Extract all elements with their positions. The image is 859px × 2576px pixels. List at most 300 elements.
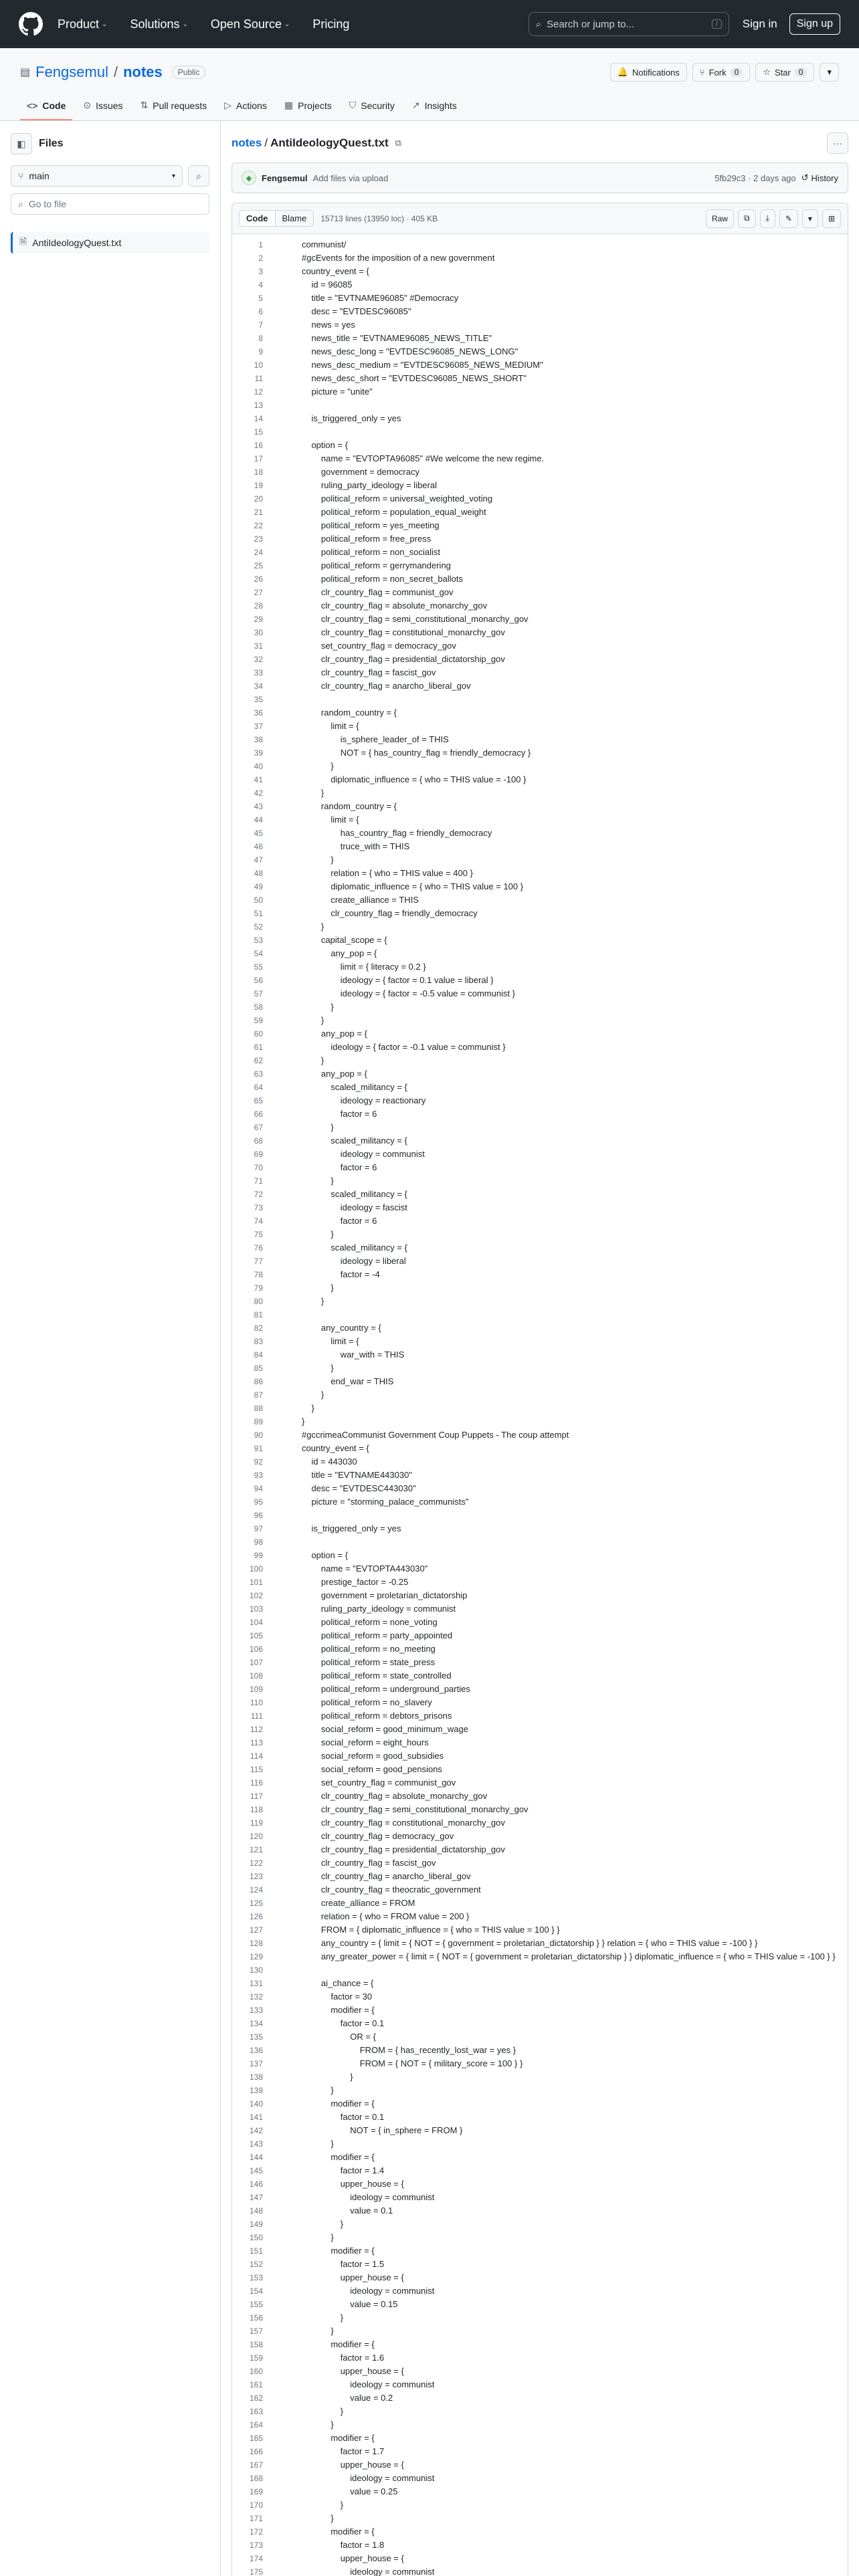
line-number[interactable]: 126 (249, 1912, 263, 1921)
line-number[interactable]: 172 (249, 2527, 263, 2537)
code-line (232, 2432, 848, 2445)
line-number[interactable]: 68 (254, 1136, 263, 1146)
line-number[interactable]: 111 (250, 1711, 263, 1721)
line-number[interactable]: 63 (254, 1069, 263, 1079)
line-number[interactable]: 155 (249, 2300, 263, 2309)
line-number[interactable]: 83 (254, 1337, 263, 1346)
line-number[interactable]: 151 (249, 2246, 263, 2256)
line-number[interactable]: 72 (254, 1190, 263, 1199)
line-number[interactable]: 134 (249, 2019, 263, 2028)
download-button[interactable] (760, 209, 775, 228)
code-line (232, 1415, 848, 1428)
line-number[interactable]: 52 (254, 922, 263, 932)
code-line (232, 1749, 848, 1763)
code-line (232, 706, 848, 720)
line-number[interactable]: 106 (249, 1644, 263, 1654)
line-number[interactable]: 121 (249, 1845, 263, 1854)
line-number[interactable]: 1 (258, 240, 263, 249)
line-number[interactable]: 28 (254, 601, 263, 611)
line-number[interactable]: 116 (250, 1778, 263, 1788)
line-number[interactable]: 84 (254, 1350, 263, 1360)
line-number[interactable]: 135 (249, 2032, 263, 2042)
sign-in-link[interactable]: Sign in (742, 17, 777, 30)
line-number[interactable]: 115 (250, 1765, 263, 1774)
line-number[interactable]: 91 (254, 1444, 263, 1453)
line-number[interactable]: 27 (254, 588, 263, 597)
code-line (232, 1816, 848, 1830)
line-number[interactable]: 2 (258, 253, 263, 263)
line-number[interactable]: 50 (254, 895, 263, 905)
avatar[interactable]: ◆ (242, 171, 256, 185)
line-number[interactable]: 141 (249, 2113, 263, 2122)
line-number[interactable]: 128 (249, 1939, 263, 1948)
line-content: create_alliance = THIS (302, 895, 419, 905)
line-number[interactable]: 78 (254, 1270, 263, 1279)
line-number[interactable]: 149 (249, 2220, 263, 2229)
line-number[interactable]: 57 (254, 989, 263, 998)
line-number[interactable]: 95 (254, 1497, 263, 1507)
line-number[interactable]: 133 (249, 2006, 263, 2015)
code-line (232, 2298, 848, 2311)
line-content: id = 443030 (302, 1457, 357, 1467)
tab-security[interactable] (343, 100, 401, 120)
commit-author-link[interactable]: Fengsemul (262, 173, 308, 183)
tab-projects[interactable] (278, 100, 339, 120)
search-input[interactable] (529, 12, 729, 36)
code-line (232, 2204, 848, 2218)
line-number[interactable]: 164 (249, 2420, 263, 2430)
history-button[interactable] (801, 173, 838, 183)
line-number[interactable]: 23 (254, 534, 263, 544)
line-number[interactable]: 59 (254, 1016, 263, 1025)
line-number[interactable]: 92 (254, 1457, 263, 1467)
line-content: social_reform = good_pensions (302, 1764, 442, 1774)
line-number[interactable]: 130 (249, 1965, 263, 1975)
line-number[interactable]: 136 (249, 2046, 263, 2055)
code-line (232, 773, 848, 786)
line-number[interactable]: 56 (254, 976, 263, 985)
code-line (232, 2271, 848, 2284)
line-number[interactable]: 171 (249, 2514, 263, 2523)
line-content: is_sphere_leader_of = THIS (302, 734, 449, 744)
line-number[interactable]: 158 (249, 2340, 263, 2349)
code-line (232, 2378, 848, 2391)
line-content: FROM = { NOT = { military_score = 100 } } (302, 2058, 523, 2068)
line-number[interactable]: 18 (254, 467, 263, 477)
line-number[interactable]: 161 (249, 2380, 263, 2389)
line-number[interactable]: 118 (250, 1805, 263, 1814)
notifications-button[interactable] (610, 63, 687, 82)
line-number[interactable]: 90 (254, 1430, 263, 1440)
line-number[interactable]: 35 (254, 695, 263, 704)
line-number[interactable]: 67 (254, 1123, 263, 1132)
line-number[interactable]: 81 (254, 1310, 263, 1319)
graph-icon: ↗ (411, 100, 420, 110)
line-content: } (302, 2072, 353, 2082)
line-number[interactable]: 100 (249, 1564, 263, 1574)
code-line (232, 1629, 848, 1642)
line-content: political_reform = universal_weighted_voting (302, 494, 493, 504)
line-number[interactable]: 34 (254, 681, 263, 691)
line-number[interactable]: 46 (254, 842, 263, 851)
line-number[interactable]: 166 (249, 2447, 263, 2456)
breadcrumb-repo-link[interactable]: notes (231, 136, 262, 149)
line-number[interactable]: 45 (254, 829, 263, 838)
search-files-button[interactable] (188, 165, 209, 187)
line-number[interactable]: 22 (254, 521, 263, 530)
line-number[interactable]: 143 (249, 2139, 263, 2149)
line-number[interactable]: 156 (249, 2313, 263, 2323)
line-number[interactable]: 11 (254, 374, 263, 383)
line-number[interactable]: 36 (254, 708, 263, 718)
line-content: } (302, 761, 334, 771)
line-number[interactable]: 70 (254, 1163, 263, 1172)
line-content: communist/ (302, 239, 347, 249)
line-number[interactable]: 97 (254, 1524, 263, 1533)
line-number[interactable]: 157 (249, 2327, 263, 2336)
line-number[interactable]: 139 (249, 2086, 263, 2095)
line-number[interactable]: 82 (254, 1323, 263, 1333)
line-content: modifier = { (302, 2246, 375, 2256)
line-content: modifier = { (302, 2152, 375, 2162)
edit-button[interactable] (779, 209, 798, 228)
line-number[interactable]: 103 (249, 1604, 263, 1614)
line-number[interactable]: 38 (254, 735, 263, 744)
line-number[interactable]: 85 (254, 1364, 263, 1373)
line-number[interactable]: 29 (254, 615, 263, 624)
line-number[interactable]: 101 (249, 1578, 263, 1587)
star-button[interactable] (755, 63, 814, 82)
line-number[interactable]: 152 (249, 2260, 263, 2269)
code-view-button[interactable]: Code (240, 211, 276, 226)
line-number[interactable]: 54 (254, 949, 263, 958)
line-number[interactable]: 51 (254, 909, 263, 918)
line-number[interactable]: 99 (254, 1551, 263, 1560)
line-number[interactable]: 108 (249, 1671, 263, 1681)
line-number[interactable]: 24 (254, 548, 263, 557)
line-number[interactable]: 66 (254, 1109, 263, 1119)
line-number[interactable]: 174 (249, 2554, 263, 2563)
code-line (232, 720, 848, 733)
line-content: any_country = { (302, 1323, 381, 1333)
line-number[interactable]: 154 (249, 2286, 263, 2296)
code-line (232, 987, 848, 1000)
line-content: } (302, 2313, 344, 2323)
line-number[interactable]: 127 (249, 1925, 263, 1935)
line-number[interactable]: 105 (249, 1631, 263, 1640)
code-line (232, 2137, 848, 2151)
tab-pull-requests[interactable] (134, 100, 214, 120)
line-number[interactable]: 21 (254, 508, 263, 517)
nav-pricing[interactable] (312, 17, 349, 31)
line-content: option = { (302, 1550, 349, 1560)
line-content: political_reform = non_socialist (302, 547, 441, 557)
line-number[interactable]: 125 (249, 1899, 263, 1908)
line-number[interactable]: 5 (258, 294, 263, 303)
line-number[interactable]: 138 (249, 2072, 263, 2082)
line-number[interactable]: 43 (254, 802, 263, 811)
code-line (232, 1268, 848, 1281)
line-number[interactable]: 14 (254, 414, 263, 423)
line-number[interactable]: 113 (250, 1738, 263, 1747)
repo-title (20, 64, 205, 81)
line-number[interactable]: 153 (249, 2273, 263, 2282)
line-number[interactable]: 120 (249, 1832, 263, 1841)
code-line (232, 1014, 848, 1027)
line-number[interactable]: 167 (249, 2460, 263, 2470)
line-number[interactable]: 4 (258, 280, 263, 290)
line-number[interactable]: 122 (249, 1858, 263, 1868)
line-number[interactable]: 159 (249, 2353, 263, 2363)
line-number[interactable]: 147 (249, 2193, 263, 2202)
line-content: upper_house = { (302, 2272, 404, 2282)
line-number[interactable]: 93 (254, 1471, 263, 1480)
code-line (232, 2512, 848, 2525)
line-number[interactable]: 17 (254, 454, 263, 463)
line-number[interactable]: 110 (250, 1698, 263, 1707)
line-number[interactable]: 13 (254, 401, 263, 410)
line-number[interactable]: 31 (254, 641, 263, 651)
line-number[interactable]: 61 (254, 1043, 263, 1052)
line-number[interactable]: 173 (249, 2541, 263, 2550)
nav-solutions[interactable] (130, 17, 187, 31)
line-content: random_country = { (302, 708, 397, 718)
line-number[interactable]: 119 (250, 1818, 263, 1828)
line-number[interactable]: 12 (254, 387, 263, 397)
line-content: scaled_militancy = { (302, 1243, 407, 1253)
edit-dropdown-button[interactable] (802, 209, 818, 228)
tab-security-label: Security (361, 100, 395, 111)
code-line (232, 1107, 848, 1121)
line-number[interactable]: 145 (249, 2166, 263, 2175)
line-number[interactable]: 104 (249, 1618, 263, 1627)
line-number[interactable]: 160 (249, 2367, 263, 2376)
code-line (232, 1214, 848, 1228)
code-line (232, 1856, 848, 1870)
line-number[interactable]: 58 (254, 1002, 263, 1012)
line-number[interactable]: 102 (249, 1591, 263, 1600)
line-number[interactable]: 80 (254, 1297, 263, 1306)
line-number[interactable]: 175 (249, 2567, 263, 2576)
line-number[interactable]: 150 (249, 2233, 263, 2242)
line-number[interactable]: 6 (258, 307, 263, 316)
code-line (232, 372, 848, 385)
star-icon: ☆ (763, 67, 771, 77)
line-number[interactable]: 62 (254, 1056, 263, 1065)
line-number[interactable]: 33 (254, 668, 263, 677)
nav-open-source[interactable] (211, 17, 290, 31)
github-logo-icon[interactable] (19, 12, 43, 36)
line-content: factor = 6 (302, 1109, 377, 1119)
line-content: set_country_flag = democracy_gov (302, 641, 456, 651)
line-number[interactable]: 48 (254, 869, 263, 878)
go-to-file-input[interactable] (11, 193, 209, 215)
code-line (232, 2124, 848, 2137)
line-content: factor = 1.5 (302, 2259, 385, 2269)
line-number[interactable]: 163 (249, 2407, 263, 2416)
line-number[interactable]: 15 (254, 427, 263, 437)
sign-up-button[interactable]: Sign up (789, 13, 840, 35)
code-line (232, 1897, 848, 1910)
file-content-area (221, 121, 859, 2576)
branch-name: main (29, 171, 50, 181)
pencil-icon: ✎ (785, 213, 792, 223)
line-number[interactable]: 98 (254, 1537, 263, 1547)
code-line (232, 345, 848, 358)
line-number[interactable]: 123 (249, 1872, 263, 1881)
line-number[interactable]: 71 (254, 1176, 263, 1186)
line-number[interactable]: 107 (249, 1658, 263, 1667)
copy-raw-button[interactable] (738, 209, 756, 228)
symbols-panel-button[interactable] (822, 209, 841, 228)
copy-path-icon[interactable]: ⧉ (395, 138, 401, 148)
line-number[interactable]: 117 (250, 1792, 263, 1801)
repo-title-separator: / (113, 64, 118, 80)
code-line (232, 2070, 848, 2084)
line-number[interactable]: 142 (249, 2126, 263, 2135)
branch-select[interactable] (11, 165, 183, 187)
collapse-sidebar-button[interactable] (11, 133, 32, 154)
line-number[interactable]: 75 (254, 1230, 263, 1239)
line-content (272, 693, 302, 706)
code-line (232, 519, 848, 532)
line-number[interactable]: 74 (254, 1216, 263, 1226)
line-content: clr_country_flag = friendly_democracy (302, 908, 478, 918)
code-line (232, 1843, 848, 1856)
line-number[interactable]: 131 (249, 1979, 263, 1988)
line-number[interactable]: 79 (254, 1283, 263, 1293)
line-number[interactable]: 73 (254, 1203, 263, 1212)
line-content: modifier = { (302, 2099, 375, 2109)
line-number[interactable]: 168 (249, 2474, 263, 2483)
line-number[interactable]: 20 (254, 494, 263, 504)
line-number[interactable]: 42 (254, 788, 263, 798)
line-number[interactable]: 25 (254, 561, 263, 570)
commit-hash[interactable]: 5fb29c3 (714, 173, 746, 183)
line-number[interactable]: 55 (254, 962, 263, 972)
repo-name-link[interactable]: notes (123, 64, 163, 80)
tab-insights[interactable] (405, 100, 464, 120)
line-content: } (302, 1363, 334, 1373)
line-number[interactable]: 94 (254, 1484, 263, 1493)
line-content: clr_country_flag = constitutional_monarchy_gov (302, 627, 505, 637)
line-content: value = 0.25 (302, 2486, 398, 2496)
line-content: clr_country_flag = communist_gov (302, 587, 454, 597)
line-number[interactable]: 89 (254, 1417, 263, 1426)
line-number[interactable]: 32 (254, 655, 263, 664)
code-line (232, 1736, 848, 1749)
line-number[interactable]: 60 (254, 1029, 263, 1039)
line-number[interactable]: 114 (250, 1751, 263, 1761)
line-number[interactable]: 162 (249, 2393, 263, 2403)
line-number[interactable]: 37 (254, 722, 263, 731)
code-line (232, 934, 848, 947)
line-number[interactable]: 86 (254, 1377, 263, 1386)
line-number[interactable]: 40 (254, 762, 263, 771)
line-number[interactable]: 148 (249, 2206, 263, 2216)
line-number[interactable]: 137 (249, 2059, 263, 2068)
symbols-icon: ⊞ (828, 213, 835, 223)
tab-issues[interactable] (76, 100, 129, 120)
line-number[interactable]: 132 (249, 1992, 263, 2002)
line-content: ideology = communist (302, 2473, 435, 2483)
line-number[interactable]: 129 (249, 1952, 263, 1961)
line-number[interactable]: 77 (254, 1257, 263, 1266)
line-number[interactable]: 3 (258, 267, 263, 276)
nav-product[interactable] (58, 17, 107, 31)
line-number[interactable]: 169 (249, 2487, 263, 2496)
code-line (232, 1295, 848, 1308)
line-number[interactable]: 69 (254, 1150, 263, 1159)
line-number[interactable]: 7 (258, 320, 263, 330)
line-number[interactable]: 140 (249, 2099, 263, 2109)
code-line (232, 813, 848, 827)
tree-file-item[interactable] (11, 232, 209, 253)
code-line (232, 2525, 848, 2539)
commit-message-link[interactable]: Add files via upload (312, 173, 389, 183)
fork-button[interactable] (692, 63, 751, 82)
line-content: factor = 1.8 (302, 2540, 385, 2550)
line-number[interactable]: 9 (258, 347, 263, 356)
line-content: social_reform = eight_hours (302, 1737, 429, 1747)
line-number[interactable]: 16 (254, 441, 263, 450)
code-line (232, 1027, 848, 1041)
repo-tabs (20, 90, 839, 120)
line-number[interactable]: 170 (249, 2500, 263, 2510)
line-number[interactable]: 47 (254, 855, 263, 865)
line-number[interactable]: 39 (254, 748, 263, 758)
line-number[interactable]: 109 (249, 1685, 263, 1694)
line-number[interactable]: 144 (249, 2153, 263, 2162)
line-number[interactable]: 49 (254, 882, 263, 891)
commit-time: 2 days ago (753, 173, 796, 183)
line-number[interactable]: 112 (250, 1725, 263, 1734)
line-number[interactable]: 76 (254, 1243, 263, 1253)
tab-actions[interactable] (217, 100, 274, 120)
more-options-button[interactable] (827, 132, 848, 154)
line-number[interactable]: 41 (254, 775, 263, 784)
line-number[interactable]: 165 (249, 2434, 263, 2443)
line-number[interactable]: 8 (258, 334, 263, 343)
line-number[interactable]: 88 (254, 1404, 263, 1413)
line-number[interactable]: 64 (254, 1083, 263, 1092)
line-number[interactable]: 10 (254, 360, 263, 370)
line-number[interactable]: 124 (249, 1885, 263, 1895)
repo-owner-link[interactable]: Fengsemul (35, 64, 108, 80)
code-line (232, 1000, 848, 1014)
raw-button[interactable] (706, 209, 734, 228)
line-content: relation = { who = THIS value = 400 } (302, 868, 473, 878)
line-content: } (302, 1015, 324, 1025)
code-line (232, 318, 848, 332)
line-number[interactable]: 26 (254, 574, 263, 584)
line-number[interactable]: 44 (254, 815, 263, 825)
tab-issues-label: Issues (96, 100, 123, 111)
line-number[interactable]: 53 (254, 936, 263, 945)
line-number[interactable]: 146 (249, 2179, 263, 2189)
line-number[interactable]: 87 (254, 1390, 263, 1400)
line-number[interactable]: 96 (254, 1511, 263, 1520)
line-content: political_reform = gerrymandering (302, 560, 451, 570)
line-number[interactable]: 65 (254, 1096, 263, 1105)
line-content: any_pop = { (302, 1069, 367, 1079)
line-number[interactable]: 30 (254, 628, 263, 637)
code-line (232, 760, 848, 773)
line-number[interactable]: 19 (254, 481, 263, 490)
blame-view-button[interactable]: Blame (282, 213, 307, 223)
tab-code[interactable] (20, 100, 72, 120)
star-dropdown-button[interactable] (820, 63, 839, 82)
